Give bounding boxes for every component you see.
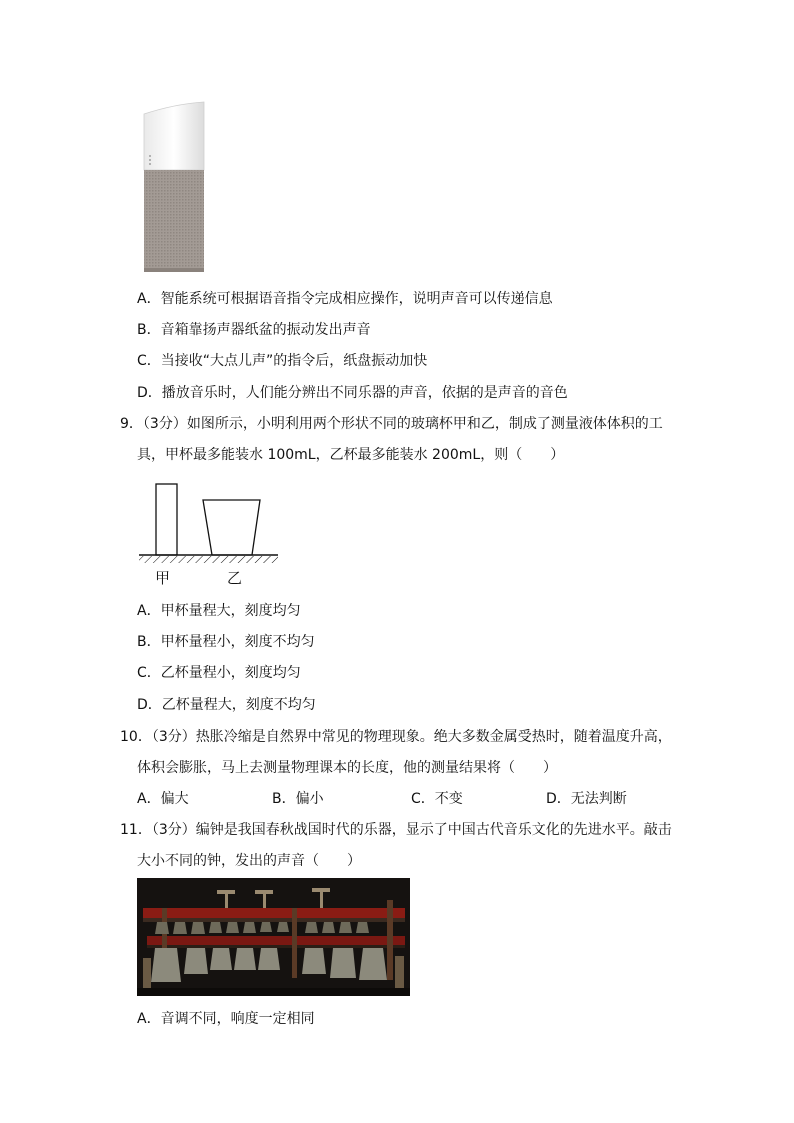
q11-stem-line2: 大小不同的钟，发出的声音（ ） [137,853,361,869]
q9-option-b: B．甲杯量程小，刻度不均匀 [137,634,315,650]
q9-option-a: A．甲杯量程大，刻度均匀 [137,603,301,619]
q9-stem-line1: 9．（3分）如图所示，小明利用两个形状不同的玻璃杯甲和乙，制成了测量液体体积的工 [120,416,663,432]
q10-stem-line2: 体积会膨胀，马上去测量物理课本的长度，他的测量结果将（ ） [137,760,557,776]
q10-option-b: B．偏小 [272,791,324,807]
q10-option-a: A．偏大 [137,791,189,807]
q11-option-a: A．音调不同，响度一定相同 [137,1011,315,1027]
q10-option-d: D．无法判断 [546,791,627,807]
q8-option-d: D．播放音乐时，人们能分辨出不同乐器的声音，依据的是声音的音色 [137,385,568,401]
cup-yi [203,500,260,555]
q10-stem-line1: 10．（3分）热胀冷缩是自然界中常见的物理现象。绝大多数金属受热时，随着温度升高， [120,729,672,745]
smart-speaker-image [140,100,210,275]
q9-stem-line2: 具，甲杯最多能装水 100mL，乙杯最多能装水 200mL，则（ ） [137,447,565,463]
bianzhong-bells-image [137,878,410,996]
q11-stem-line1: 11．（3分）编钟是我国春秋战国时代的乐器，显示了中国古代音乐文化的先进水平。敲击 [120,822,672,838]
q9-option-c: C．乙杯量程小，刻度均匀 [137,665,301,681]
q8-option-b: B．音箱靠扬声器纸盆的振动发出声音 [137,322,371,338]
cup-jia [156,484,177,555]
q8-option-c: C．当接收“大点儿声”的指令后，纸盘振动加快 [137,353,428,369]
q8-option-a: A．智能系统可根据语音指令完成相应操作，说明声音可以传递信息 [137,291,553,307]
cup-label-jia: 甲 [155,569,171,587]
q9-option-d: D．乙杯量程大，刻度不均匀 [137,697,316,713]
cup-label-yi: 乙 [227,569,243,587]
q10-option-c: C．不变 [411,791,463,807]
